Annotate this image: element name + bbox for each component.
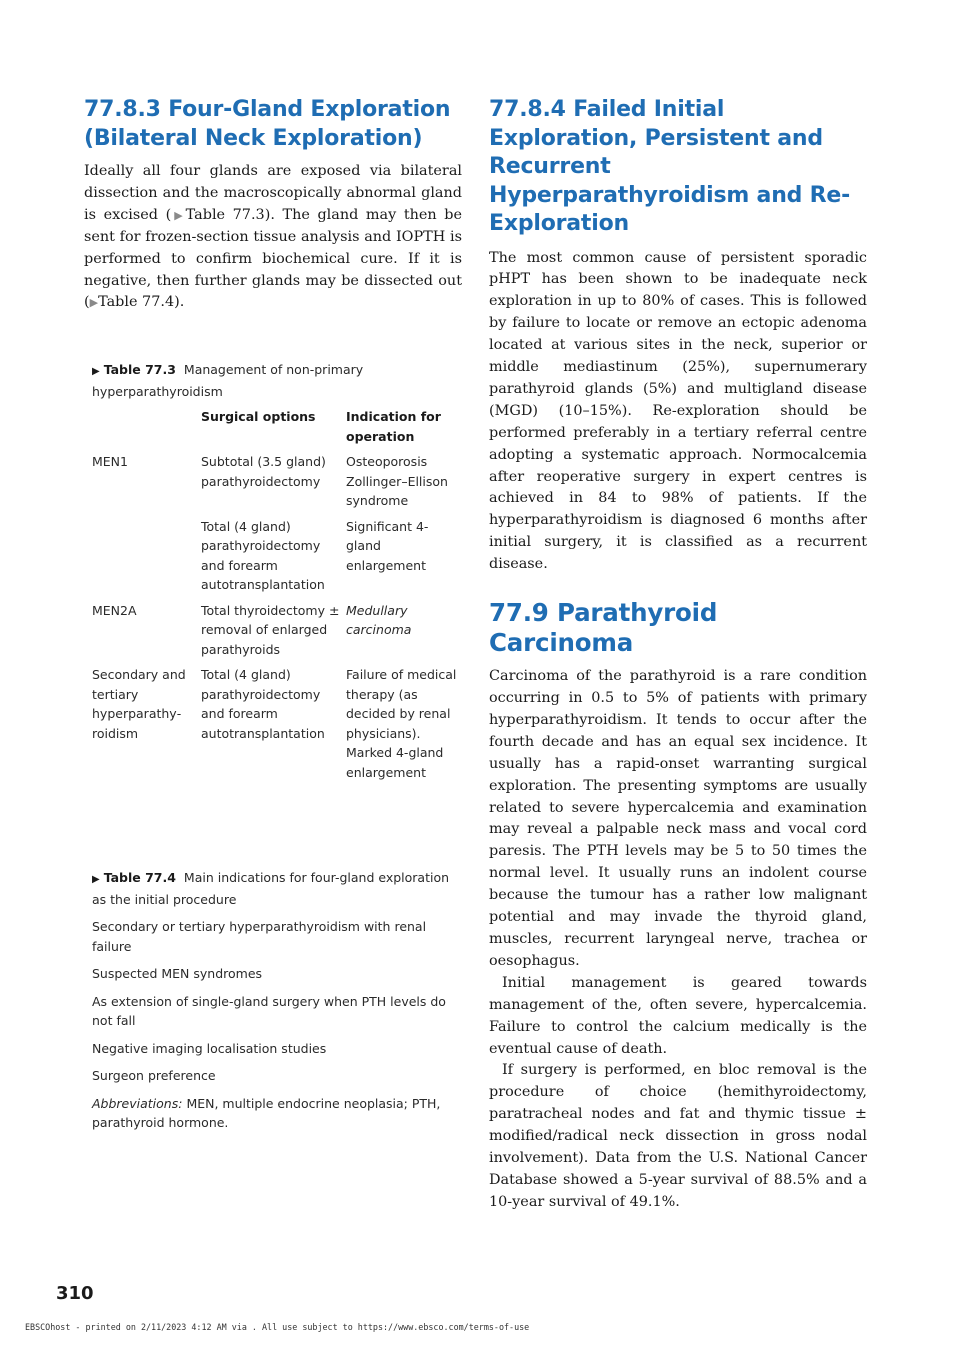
table-cell: MEN1 xyxy=(92,454,128,470)
table-title: Main indications for four-gland exploration as the initial procedure xyxy=(92,870,450,907)
table-cell: Total thyroidectomy ± removal of enlarged parathyroids xyxy=(201,602,340,657)
reference-arrow-icon: ▶ xyxy=(89,296,99,310)
table-caption xyxy=(92,868,462,909)
table-cell: Osteoporosis Zollinger–Ellison syndrome xyxy=(346,454,448,509)
table-header-cell: Indication for operation xyxy=(346,409,441,444)
table-marker-icon: ▶ xyxy=(92,874,100,886)
list-item: Suspected MEN syndromes xyxy=(92,966,263,982)
section-heading-77-8-3: 77.8.3 Four-Gland Exploration (Bilateral Neck Exploration) xyxy=(84,97,451,151)
table-cell: Total (4 gland) parathyroidectomy and forearm autotransplantation xyxy=(201,667,325,741)
table-cell: Total (4 gland) parathyroidectomy and forearm autotransplantation xyxy=(201,518,325,593)
table-reference-link[interactable]: Table 77.3 xyxy=(185,206,265,223)
table-header-cell: Surgical options xyxy=(201,409,316,425)
table-cell: Secondary and tertiary hyperparathyroidism xyxy=(92,667,186,741)
list-item: Surgeon preference xyxy=(92,1068,216,1084)
footer-note: EBSCOhost - printed on 2/11/2023 4:12 AM via . All use subject to https://www.ebsco.com/terms-of-use xyxy=(25,1322,530,1332)
paragraph-text: Ideally all four glands are exposed via bilateral dissection and the macroscopically abnormal gland is excised ( xyxy=(84,163,462,223)
list-item: As extension of single-gland surgery when PTH levels do not fall xyxy=(92,993,446,1029)
abbreviations-label: Abbreviations: xyxy=(92,1095,183,1111)
right-column xyxy=(489,96,867,1214)
table-row xyxy=(92,452,462,511)
table-cell: Medullary carcinoma xyxy=(346,602,412,638)
section-heading-77-9: 77.9 Parathyroid Carcinoma xyxy=(489,598,718,658)
table-label: Table 77.4 xyxy=(103,870,176,886)
body-paragraph: Initial management is geared towards management of the, often severe, hypercalcemia. Failure to control the calcium medically is the eventual cause of death. xyxy=(489,974,867,1057)
list-item: Secondary or tertiary hyperparathyroidism with renal failure xyxy=(92,919,427,954)
section-heading-77-8-4: 77.8.4 Failed Initial Exploration, Persistent and Recurrent Hyperparathyroidism and Re-Exploration xyxy=(489,97,851,236)
reference-arrow-icon: ▶ xyxy=(171,208,186,222)
table-header-row xyxy=(92,407,462,446)
table-title: Management of non-primary hyperparathyroidism xyxy=(92,362,364,399)
body-paragraph xyxy=(84,161,462,314)
table-cell xyxy=(92,517,201,595)
body-paragraph: Carcinoma of the parathyroid is a rare condition occurring in 0.5 to 5% of patients with primary hyperparathyroidism. It tends to occur after the fourth decade and has an equal sex incidence. It usually has a rapid-onset warranting surgical exploration. The presenting symptoms are usually related to severe hypercalcemia and examination may reveal a palpable neck mass and vocal cord paresis. The PTH levels may be 5 to 50 times the normal level. It usually runs an indolent course because the tumour has a rather low malignant potential and may invade the thyroid gland, muscles, recurrent laryngeal nerve, trachea or oesophagus. xyxy=(489,668,867,969)
table-row xyxy=(92,517,462,595)
table-77-4 xyxy=(92,868,462,1133)
table-reference-link[interactable]: Table 77.4 xyxy=(98,294,175,311)
table-cell: Subtotal (3.5 gland) parathyroidectomy xyxy=(201,454,326,489)
table-label: Table 77.3 xyxy=(103,362,176,378)
paragraph-text: ). The gland may then be sent for frozen-section tissue analysis and IOPTH is performed to confirm biochemical cure. If it is negative, then further glands may be dissected out ( xyxy=(84,206,462,311)
left-column xyxy=(84,96,462,1133)
table-row xyxy=(92,601,462,660)
body-paragraph: If surgery is performed, en bloc removal is the procedure of choice (hemithyroidectomy, paratracheal nodes and fat and thymic tissue ± modified/radical neck dissection in gross nodal involvement). Data from the U.S. National Cancer Database showed a 5-year survival of 88.5% and a 10-year survival of 49.1%. xyxy=(489,1062,867,1210)
body-paragraph: The most common cause of persistent sporadic pHPT has been shown to be inadequate neck exploration in up to 80% of cases. This is followed by failure to locate or remove an ectopic adenoma located at various sites in the neck, superior or middle mediastinum (25%), supernumerary parathyroid glands (5%) and multigland disease (MGD) (10–15%). Re-exploration should be performed preferably in a tertiary referral centre adopting a systematic approach. Normocalcemia after reoperative surgery in expert centres is achieved in 84 to 98% of patients. If the hyperparathyroidism is diagnosed 6 months after initial surgery, it is classified as a recurrent disease. xyxy=(489,249,867,573)
paragraph-text: ). xyxy=(174,294,185,311)
table-cell: Significant 4-gland enlargement xyxy=(346,518,429,573)
table-footnote xyxy=(92,1094,462,1133)
list-item: Negative imaging localisation studies xyxy=(92,1040,327,1056)
table-header-cell xyxy=(92,407,201,446)
table-caption xyxy=(92,360,462,401)
table-77-3 xyxy=(92,360,462,782)
table-row xyxy=(92,665,462,782)
abbreviations-text: MEN, multiple endocrine neoplasia; PTH, parathyroid hormone. xyxy=(92,1095,441,1131)
page-number: 310 xyxy=(56,1283,94,1304)
table-cell: Failure of medical therapy (as decided by renal physicians). Marked 4-gland enlargement xyxy=(346,667,457,780)
table-marker-icon: ▶ xyxy=(92,366,100,378)
table-cell: MEN2A xyxy=(92,602,137,618)
